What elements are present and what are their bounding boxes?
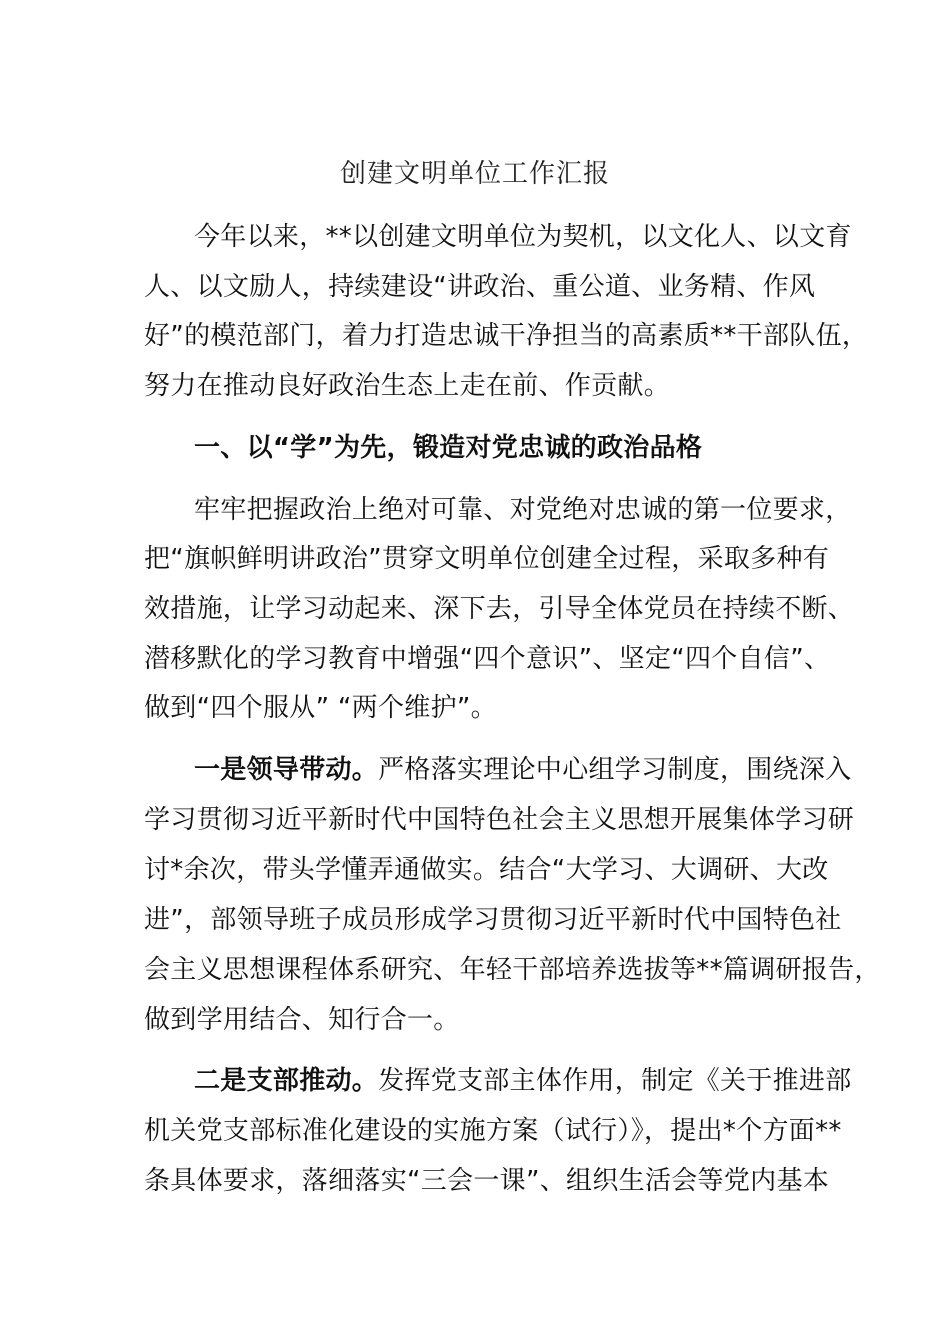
paragraph-line: 会主义思想课程体系研究、年轻干部培养选拔等**篇调研报告， bbox=[144, 955, 881, 985]
paragraph-line: 努力在推动良好政治生态上走在前、作贡献。 bbox=[144, 371, 671, 401]
paragraph-line: 机关党支部标准化建设的实施方案（试行）》，提出*个方面** bbox=[144, 1116, 842, 1146]
point-text: 发挥党支部主体作用，制定《关于推进部 bbox=[378, 1066, 852, 1096]
point-lead: 一是领导带动。 bbox=[194, 755, 379, 785]
section-heading: 一、以“学”为先，锻造对党忠诚的政治品格 bbox=[194, 433, 703, 463]
paragraph-line bbox=[194, 750, 852, 790]
paragraph-line: 好”的模范部门，着力打造忠诚干净担当的高素质**干部队伍， bbox=[144, 321, 869, 351]
paragraph-line: 进”，部领导班子成员形成学习贯彻习近平新时代中国特色社 bbox=[144, 905, 842, 935]
document-title: 创建文明单位工作汇报 bbox=[339, 159, 610, 189]
paragraph-line: 牢牢把握政治上绝对可靠、对党绝对忠诚的第一位要求， bbox=[194, 495, 852, 525]
paragraph-line: 人、以文励人，持续建设“讲政治、重公道、业务精、作风 bbox=[144, 272, 816, 302]
paragraph-line bbox=[194, 1061, 852, 1101]
paragraph-line: 做到学用结合、知行合一。 bbox=[144, 1005, 460, 1035]
paragraph-line: 今年以来，**以创建文明单位为契机，以文化人、以文育 bbox=[194, 222, 852, 252]
paragraph-line: 效措施，让学习动起来、深下去，引导全体党员在持续不断、 bbox=[144, 594, 855, 624]
paragraph-line: 讨*余次，带头学懂弄通做实。结合“大学习、大调研、大改 bbox=[144, 855, 829, 885]
paragraph-line: 潜移默化的学习教育中增强“四个意识”、坚定“四个自信”、 bbox=[144, 644, 831, 674]
point-lead: 二是支部推动。 bbox=[194, 1066, 379, 1096]
paragraph-line: 做到“四个服从” “两个维护”。 bbox=[144, 693, 497, 723]
point-text: 严格落实理论中心组学习制度，围绕深入 bbox=[378, 755, 852, 785]
paragraph-line: 条具体要求，落细落实“三会一课”、组织生活会等党内基本 bbox=[144, 1166, 830, 1196]
paragraph-line: 把“旗帜鲜明讲政治”贯穿文明单位创建全过程，采取多种有 bbox=[144, 544, 830, 574]
paragraph-line: 学习贯彻习近平新时代中国特色社会主义思想开展集体学习研 bbox=[144, 805, 855, 835]
